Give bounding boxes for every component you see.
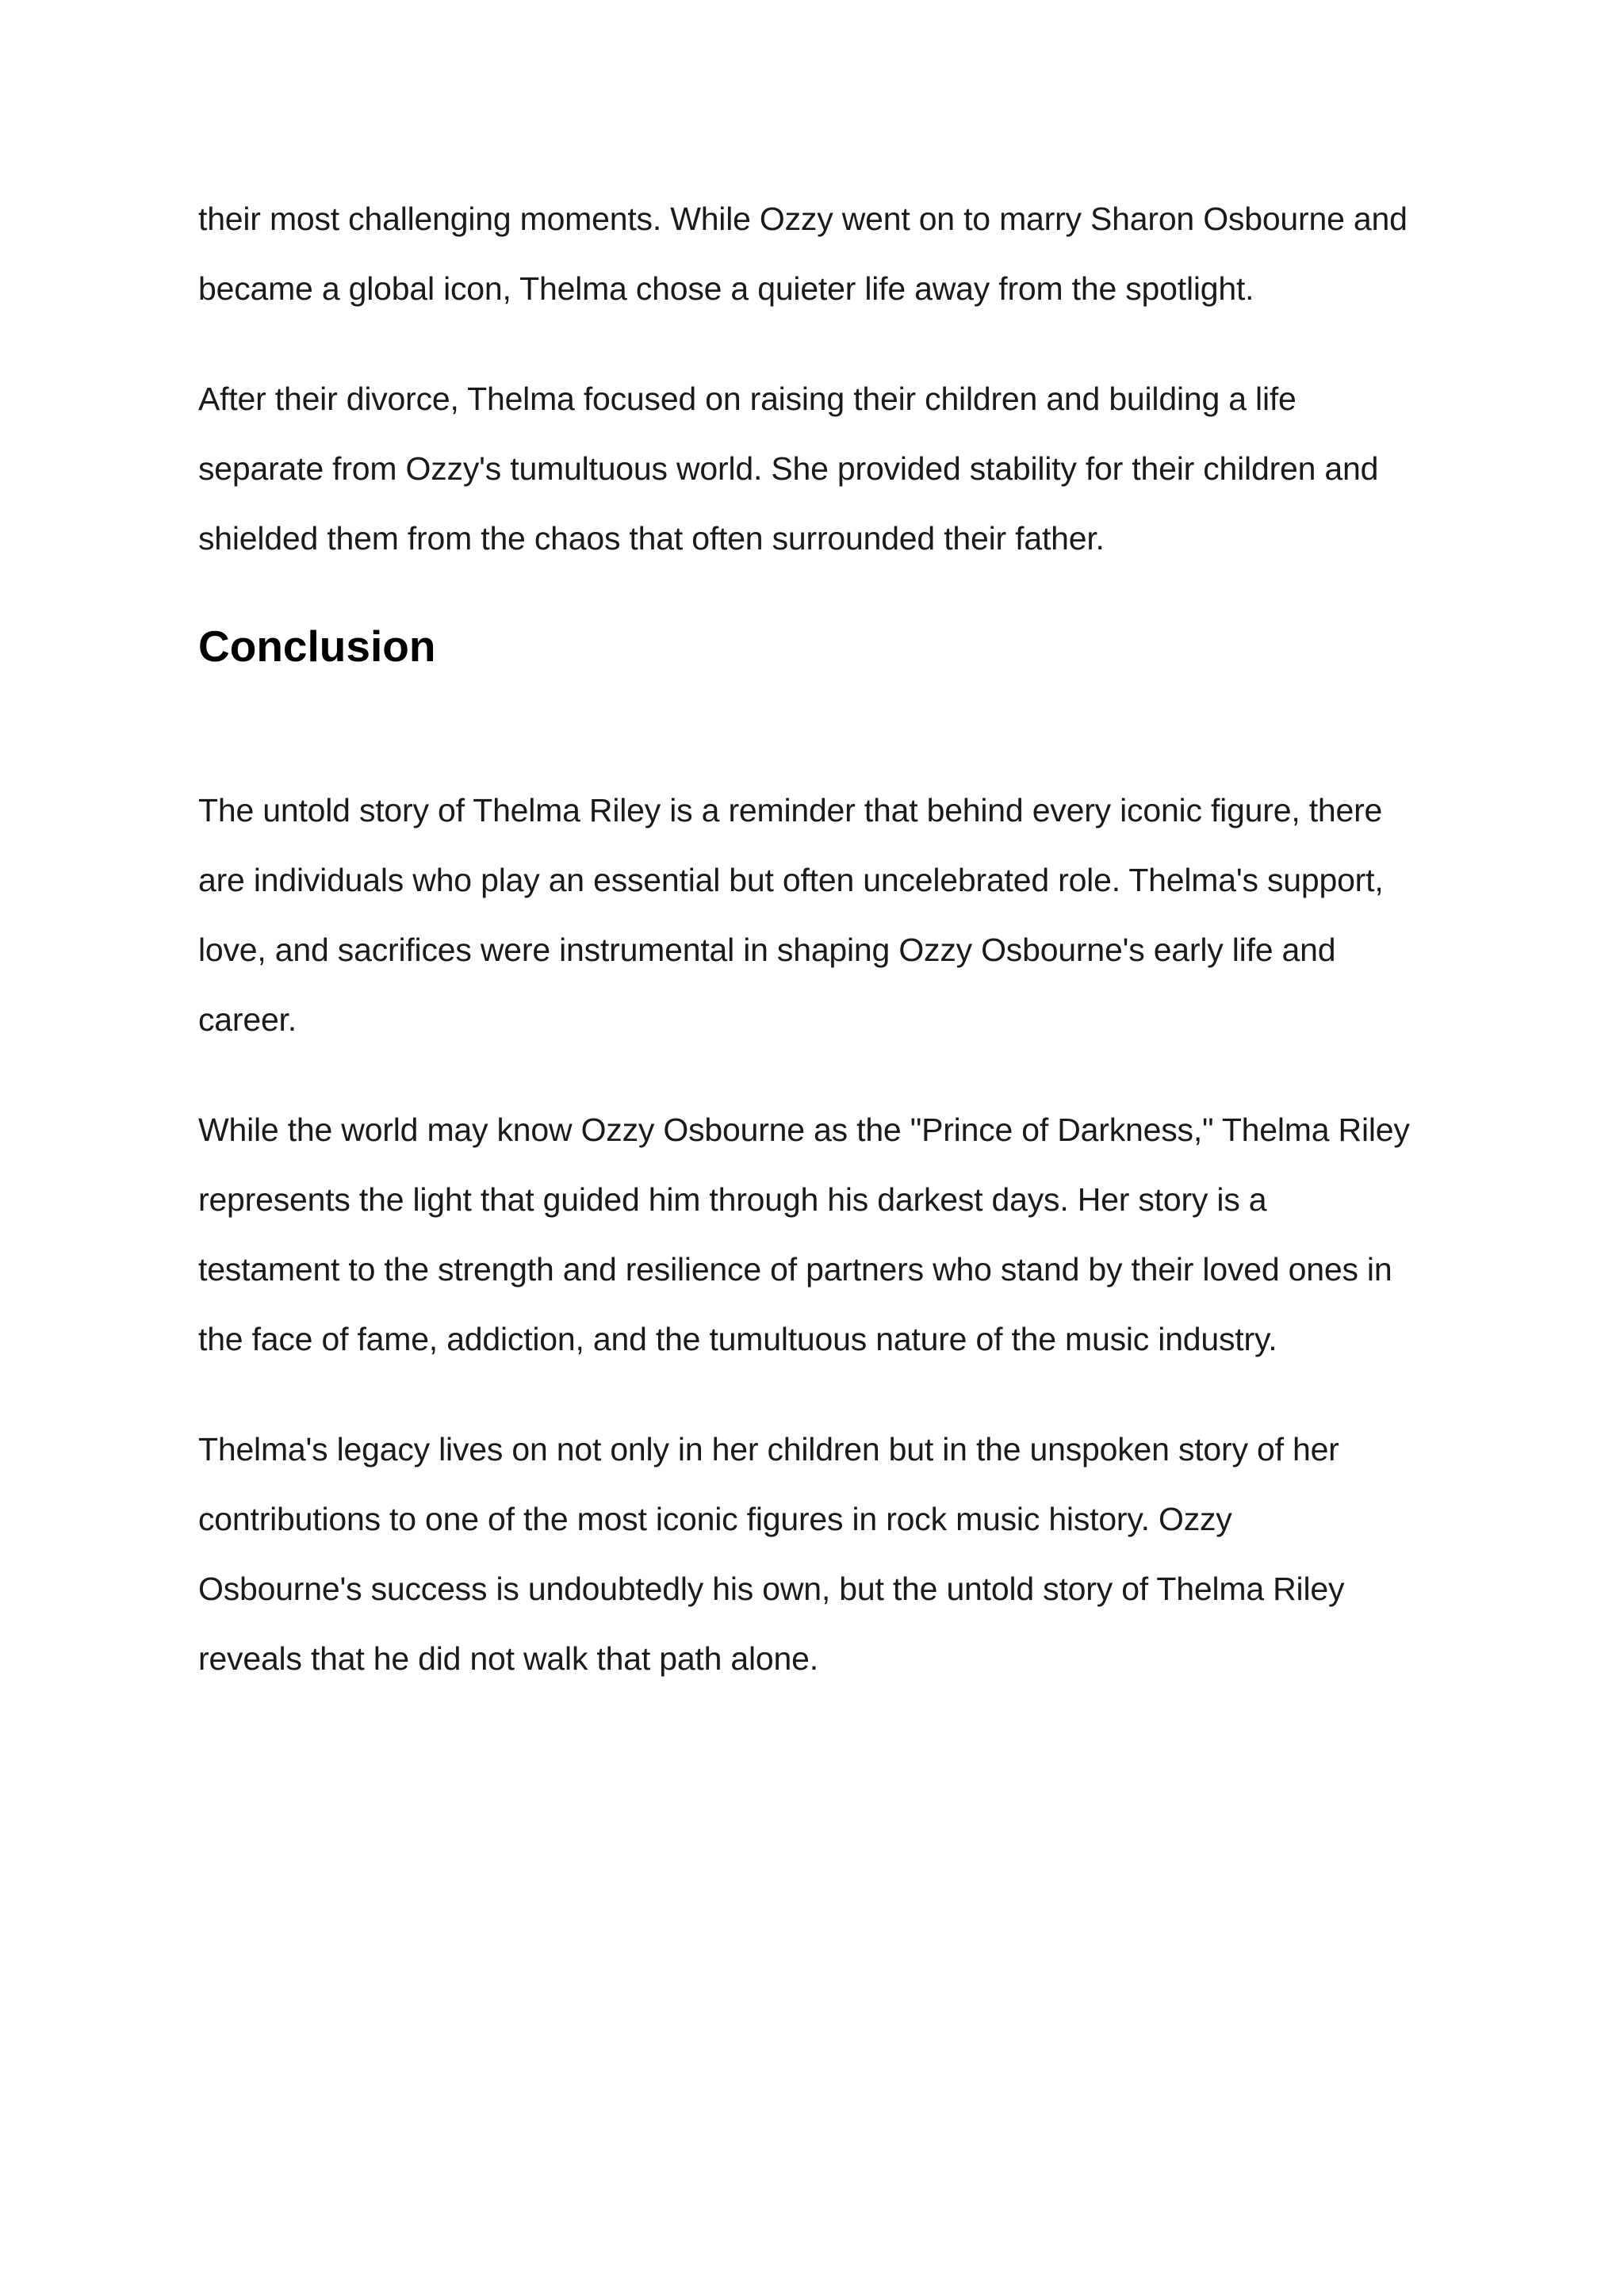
- spacer: [198, 573, 1443, 611]
- text-line: contributions to one of the most iconic figures in rock music history. Ozzy: [198, 1501, 1232, 1537]
- paragraph: [198, 1414, 1443, 1693]
- text-line: separate from Ozzy's tumultuous world. She provided stability for their children and: [198, 450, 1379, 487]
- text-line: represents the light that guided him through his darkest days. Her story is a: [198, 1181, 1267, 1218]
- text-line: career.: [198, 1001, 297, 1038]
- text-line: shielded them from the chaos that often surrounded their father.: [198, 520, 1105, 557]
- text-line: reveals that he did not walk that path alone.: [198, 1640, 818, 1677]
- text-line: Osbourne's success is undoubtedly his own, but the untold story of Thelma Riley: [198, 1571, 1345, 1607]
- spacer: [198, 681, 1443, 775]
- text-line: Thelma's legacy lives on not only in her children but in the unspoken story of her: [198, 1431, 1339, 1468]
- text-line: love, and sacrifices were instrumental in shaping Ozzy Osbourne's early life and: [198, 932, 1336, 968]
- text-line: the face of fame, addiction, and the tumultuous nature of the music industry.: [198, 1321, 1277, 1357]
- text-line: their most challenging moments. While Ozzy went on to marry Sharon Osbourne and: [198, 201, 1408, 237]
- text-line: testament to the strength and resilience of partners who stand by their loved ones in: [198, 1251, 1392, 1288]
- paragraph: [198, 775, 1443, 1054]
- text-line: are individuals who play an essential but often uncelebrated role. Thelma's support,: [198, 862, 1384, 898]
- text-line: The untold story of Thelma Riley is a reminder that behind every iconic figure, there: [198, 792, 1383, 828]
- document-body: [198, 184, 1443, 1734]
- paragraph: [198, 1095, 1443, 1374]
- text-line: While the world may know Ozzy Osbourne as the "Prince of Darkness," Thelma Riley: [198, 1112, 1410, 1148]
- text-line: After their divorce, Thelma focused on raising their children and building a life: [198, 381, 1297, 417]
- paragraph: [198, 184, 1443, 323]
- text-line: became a global icon, Thelma chose a quieter life away from the spotlight.: [198, 270, 1254, 307]
- paragraph: [198, 364, 1443, 573]
- section-heading: Conclusion: [198, 622, 436, 671]
